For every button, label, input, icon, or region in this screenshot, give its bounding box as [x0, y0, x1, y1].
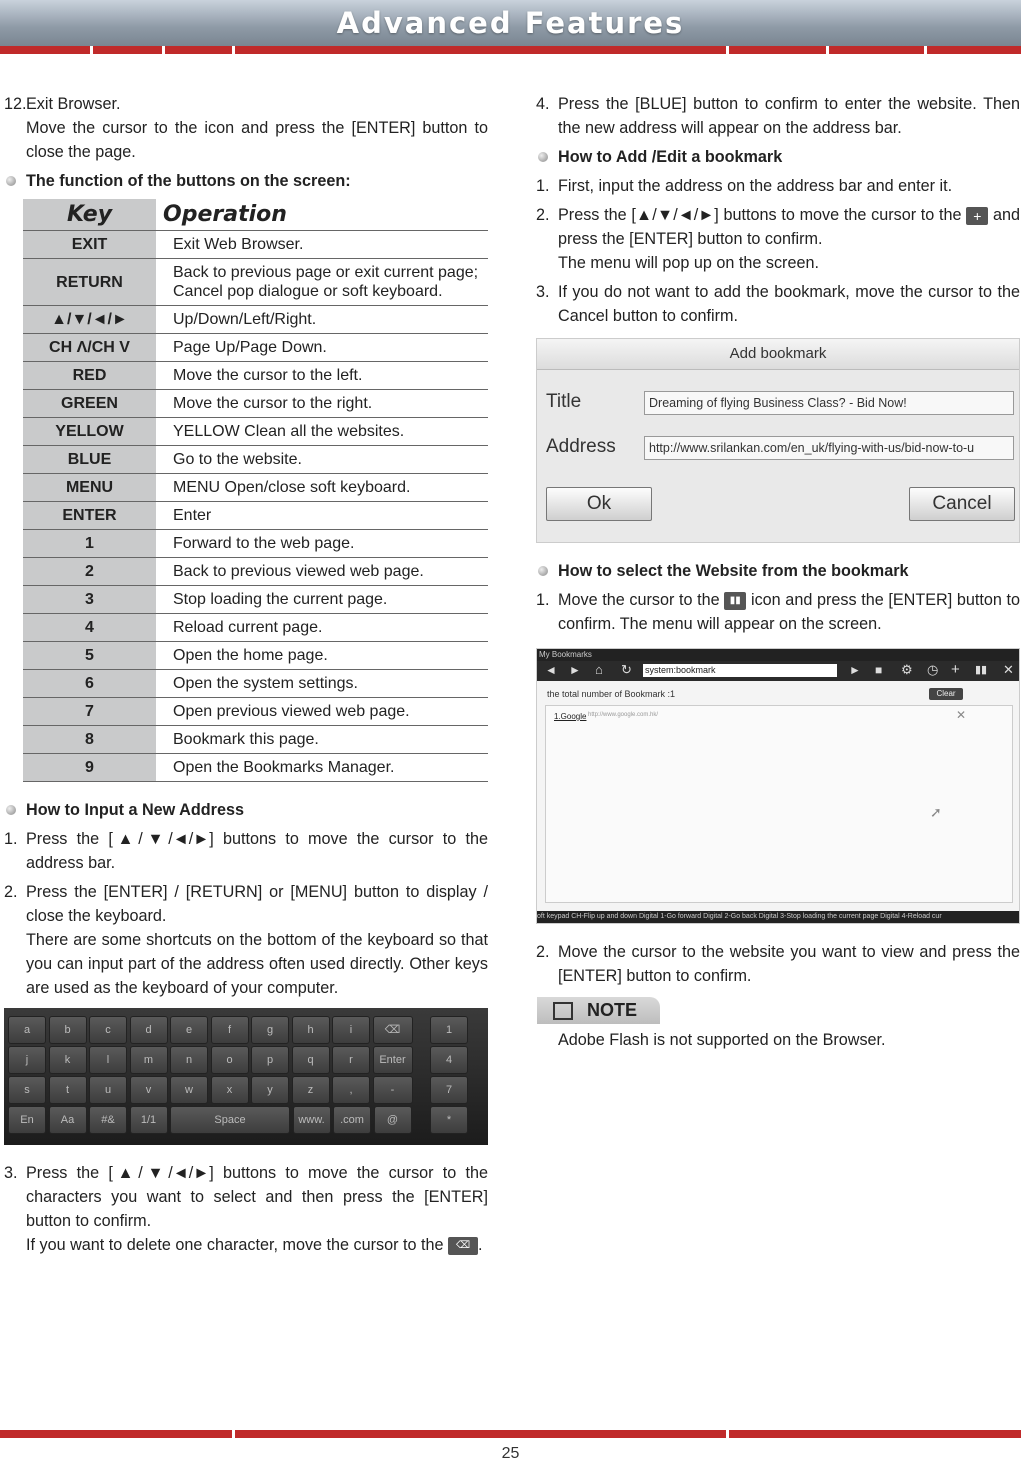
operation-cell: Exit Web Browser. [157, 231, 489, 259]
table-row [23, 670, 488, 698]
cancel-button[interactable]: Cancel [909, 487, 1015, 521]
section-heading-bookmark: How to Add /Edit a bookmark [536, 145, 1020, 169]
keyboard-key[interactable]: Space [170, 1106, 290, 1134]
operation-header: Operation [157, 199, 489, 231]
table-row [23, 502, 488, 530]
table-row [23, 306, 488, 334]
key-cell: 6 [23, 670, 157, 698]
keyboard-key[interactable]: , [332, 1076, 370, 1104]
keyboard-key[interactable]: o [211, 1046, 249, 1074]
operation-cell: Forward to the web page. [157, 530, 489, 558]
keyboard-key[interactable]: j [8, 1046, 46, 1074]
keyboard-key[interactable]: r [332, 1046, 370, 1074]
address-bar[interactable]: system:bookmark [643, 664, 837, 677]
bookmarks-icon: ▮▮ [724, 592, 746, 610]
checkbox-icon [553, 1002, 573, 1020]
keyboard-key[interactable]: En [8, 1106, 46, 1134]
step-text: Move the cursor to the website you want to view and press the [ENTER] button to confirm. [558, 943, 1020, 985]
keyboard-key[interactable]: f [211, 1016, 249, 1044]
table-row [23, 390, 488, 418]
select-step-2: 2. Move the cursor to the website you want to view and press the [ENTER] button to confirm. [536, 940, 1020, 988]
keyboard-key[interactable]: x [211, 1076, 249, 1104]
step-number: 12. [4, 95, 27, 113]
bookmarks-toolbar-icon[interactable]: ▮▮ [975, 664, 988, 676]
bookmark-entry-url: http://www.google.com.hk/ [588, 712, 659, 718]
close-icon[interactable]: ✕ [1003, 662, 1014, 677]
soft-keyboard-screenshot [4, 1008, 488, 1145]
bookmark-step-3: 3. If you do not want to add the bookmark, move the cursor to the Cancel button to confirm. [536, 280, 1020, 328]
back-icon[interactable]: ◄ [545, 663, 557, 677]
page-title: Advanced Features [336, 6, 685, 40]
keyboard-key[interactable]: Enter [373, 1046, 413, 1074]
keyboard-key[interactable]: w [170, 1076, 208, 1104]
key-cell: BLUE [23, 446, 157, 474]
bookmarks-window-title: My Bookmarks [537, 649, 1019, 661]
keyboard-key[interactable]: * [430, 1106, 468, 1134]
keyboard-key[interactable]: c [89, 1016, 127, 1044]
keyboard-key[interactable]: a [8, 1016, 46, 1044]
input-step-2: 2. Press the [ENTER] / [RETURN] or [MENU] button to display / close the keyboard. There are some shortcuts on the bottom of the keyboard so that you can input part of the address often used directly. Other keys are used as the keyboard of your computer. [4, 880, 488, 1000]
keyboard-key[interactable]: @ [374, 1106, 412, 1134]
address-field[interactable]: http://www.srilankan.com/en_uk/flying-with-us/bid-now-to-u [644, 436, 1014, 460]
select-step-1: 1. Move the cursor to the ▮▮ icon and press the [ENTER] button to confirm. The menu will appear on the screen. [536, 588, 1020, 636]
step-text-2: There are some shortcuts on the bottom of the keyboard so that you can input part of the address often used directly. Other keys are used as the keyboard of your computer. [26, 931, 488, 997]
operation-cell: Up/Down/Left/Right. [157, 306, 489, 334]
table-row [23, 726, 488, 754]
keyboard-key[interactable]: l [89, 1046, 127, 1074]
note-label: NOTE [587, 1000, 638, 1020]
table-row [23, 614, 488, 642]
keyboard-key[interactable]: 7 [430, 1076, 468, 1104]
step-text-a: Move the cursor to the [558, 591, 720, 609]
input-step-3: 3. Press the [▲/▼/◄/►] buttons to move the cursor to the characters you want to select and then press the [ENTER] button to confirm. If you want to delete one character, move the cursor to the ⌫ . [4, 1161, 488, 1257]
keyboard-key[interactable]: e [170, 1016, 208, 1044]
keyboard-key[interactable]: u [89, 1076, 127, 1104]
table-row [23, 558, 488, 586]
page-number: 25 [501, 1445, 520, 1462]
keyboard-key[interactable]: m [130, 1046, 168, 1074]
keyboard-key[interactable]: z [292, 1076, 330, 1104]
step-text-a: Press the [▲/▼/◄/►] buttons to move the cursor to the [558, 206, 962, 224]
step-text [558, 588, 1020, 636]
cursor-icon: ➚ [930, 804, 942, 820]
add-bookmark-dialog [536, 338, 1020, 543]
settings-icon[interactable]: ⚙ [901, 662, 913, 677]
bookmarks-footer: oft keypad CH-Flip up and down Digital 1-Go forward Digital 2-Go back Digital 3-Stop loading the current page Digital 4-Reload cur [537, 911, 1019, 923]
step-text: Press the [BLUE] button to confirm to enter the website. Then the new address will appear on the address bar. [558, 95, 1020, 137]
step-text: If you do not want to add the bookmark, move the cursor to the Cancel button to confirm. [558, 283, 1020, 325]
home-icon[interactable]: ⌂ [595, 662, 603, 677]
note-text: Adobe Flash is not supported on the Browser. [558, 1031, 886, 1049]
keyboard-key[interactable]: k [49, 1046, 87, 1074]
keyboard-key[interactable]: s [8, 1076, 46, 1104]
bookmark-list [545, 705, 1013, 903]
key-cell: 4 [23, 614, 157, 642]
step-title: Exit Browser. [26, 95, 121, 113]
table-row [23, 698, 488, 726]
keyboard-key[interactable]: 1/1 [130, 1106, 168, 1134]
operation-cell: Back to previous page or exit current page; Cancel pop dialogue or soft keyboard. [157, 259, 489, 306]
operation-cell: Enter [157, 502, 489, 530]
right-column [536, 92, 1020, 1052]
key-cell: YELLOW [23, 418, 157, 446]
table-row [23, 446, 488, 474]
step-text-b: icon and press the [ENTER] button to confirm. The menu will appear on the screen. [558, 591, 1021, 633]
step-text-2b: . [478, 1236, 483, 1254]
key-cell: 3 [23, 586, 157, 614]
key-cell: 2 [23, 558, 157, 586]
step-text-2 [26, 1233, 488, 1257]
keyboard-key[interactable]: ⌫ [373, 1016, 413, 1044]
backspace-icon: ⌫ [448, 1237, 478, 1255]
keyboard-key[interactable]: #& [89, 1106, 127, 1134]
section-heading-buttons: The function of the buttons on the screen: [4, 169, 488, 193]
go-icon[interactable]: ► [849, 663, 861, 677]
operation-cell: Bookmark this page. [157, 726, 489, 754]
button-function-table [23, 199, 488, 782]
operation-cell: Open the Bookmarks Manager. [157, 754, 489, 782]
key-cell: 1 [23, 530, 157, 558]
step-text: First, input the address on the address bar and enter it. [558, 177, 953, 195]
bookmark-step-2: 2. Press the [▲/▼/◄/►] buttons to move the cursor to the + and press the [ENTER] button to confirm. The menu will pop up on the screen. [536, 203, 1020, 275]
key-cell: RETURN [23, 259, 157, 306]
key-header: Key [23, 199, 157, 231]
operation-cell: Page Up/Page Down. [157, 334, 489, 362]
keyboard-key[interactable]: g [251, 1016, 289, 1044]
table-row [23, 334, 488, 362]
step-text: Move the cursor to the icon and press the [ENTER] button to close the page. [26, 119, 488, 161]
browser-toolbar [537, 661, 1019, 681]
clear-button[interactable]: Clear [929, 688, 963, 700]
operation-cell: MENU Open/close soft keyboard. [157, 474, 489, 502]
keyboard-key[interactable]: www. [293, 1106, 331, 1134]
header-stripe [0, 46, 1021, 54]
step-text: Press the [▲/▼/◄/►] buttons to move the cursor to the characters you want to select and then press the [ENTER] button to confirm. [26, 1164, 488, 1230]
bookmark-count: the total number of Bookmark :1 [547, 689, 676, 699]
dialog-title: Add bookmark [537, 339, 1019, 370]
operation-cell: Move the cursor to the left. [157, 362, 489, 390]
address-label: Address [546, 436, 616, 457]
step-text: Press the [▲/▼/◄/►] buttons to move the cursor to the address bar. [26, 830, 488, 872]
step-text-b: and press the [ENTER] button to confirm. [558, 206, 1021, 248]
key-cell: 7 [23, 698, 157, 726]
keyboard-key[interactable]: .com [333, 1106, 371, 1134]
left-column [4, 92, 488, 1262]
operation-cell: Open the system settings. [157, 670, 489, 698]
keyboard-key[interactable]: p [251, 1046, 289, 1074]
keyboard-key[interactable]: n [170, 1046, 208, 1074]
section-heading-input: How to Input a New Address [4, 798, 488, 822]
page-header [0, 0, 1021, 46]
title-field[interactable]: Dreaming of flying Business Class? - Bid Now! [644, 391, 1014, 415]
operation-cell: Reload current page. [157, 614, 489, 642]
keyboard-key[interactable]: 4 [430, 1046, 468, 1074]
key-cell: CH Λ/CH V [23, 334, 157, 362]
step-text-2: The menu will pop up on the screen. [558, 254, 819, 272]
table-row [23, 586, 488, 614]
stop-icon[interactable]: ■ [875, 663, 883, 677]
table-row [23, 474, 488, 502]
bookmark-step-1: 1. First, input the address on the address bar and enter it. [536, 174, 1020, 198]
step-text [558, 203, 1020, 251]
table-header [23, 199, 488, 231]
input-step-4: 4. Press the [BLUE] button to confirm to enter the website. Then the new address will appear on the address bar. [536, 92, 1020, 140]
bookmark-entry-title[interactable]: 1.Google [554, 712, 587, 721]
forward-icon[interactable]: ► [569, 663, 581, 677]
footer-stripe [0, 1430, 1021, 1438]
history-icon[interactable]: ◷ [927, 662, 939, 677]
operation-cell: Back to previous viewed web page. [157, 558, 489, 586]
keyboard-key[interactable]: b [49, 1016, 87, 1044]
note-badge [537, 997, 660, 1024]
key-cell: ENTER [23, 502, 157, 530]
keyboard-key[interactable]: - [373, 1076, 413, 1104]
keyboard-key[interactable]: h [292, 1016, 330, 1044]
table-row [23, 231, 488, 259]
key-cell: GREEN [23, 390, 157, 418]
input-step-1: 1. Press the [▲/▼/◄/►] buttons to move the cursor to the address bar. [4, 827, 488, 875]
key-cell: 8 [23, 726, 157, 754]
section-heading-select: How to select the Website from the bookmark [536, 559, 1020, 583]
keyboard-key[interactable]: Aa [49, 1106, 87, 1134]
key-cell: ▲/▼/◄/► [23, 306, 157, 334]
keyboard-key[interactable]: q [292, 1046, 330, 1074]
step-text-2a: If you want to delete one character, move the cursor to the [26, 1236, 444, 1254]
reload-icon[interactable]: ↻ [621, 662, 632, 677]
operation-cell: Stop loading the current page. [157, 586, 489, 614]
keyboard-key[interactable]: i [332, 1016, 370, 1044]
keyboard-key[interactable]: d [130, 1016, 168, 1044]
operation-cell: YELLOW Clean all the websites. [157, 418, 489, 446]
bookmarks-manager-screenshot [536, 648, 1020, 924]
table-row [23, 642, 488, 670]
table-row [23, 754, 488, 782]
table-row [23, 362, 488, 390]
step-exit-browser [4, 92, 488, 164]
keyboard-key[interactable]: 1 [430, 1016, 468, 1044]
table-row [23, 530, 488, 558]
keyboard-key[interactable]: v [130, 1076, 168, 1104]
operation-cell: Move the cursor to the right. [157, 390, 489, 418]
operation-cell: Open the home page. [157, 642, 489, 670]
add-bookmark-icon: + [966, 207, 988, 225]
keyboard-key[interactable]: t [49, 1076, 87, 1104]
operation-cell: Go to the website. [157, 446, 489, 474]
table-row [23, 259, 488, 306]
add-bookmark-toolbar-icon[interactable]: + [951, 661, 960, 678]
key-cell: 9 [23, 754, 157, 782]
key-cell: RED [23, 362, 157, 390]
delete-bookmark-icon[interactable]: ✕ [956, 708, 967, 722]
key-cell: MENU [23, 474, 157, 502]
ok-button[interactable]: Ok [546, 487, 652, 521]
key-cell: EXIT [23, 231, 157, 259]
operation-cell: Open previous viewed web page. [157, 698, 489, 726]
key-cell: 5 [23, 642, 157, 670]
table-row [23, 418, 488, 446]
keyboard-key[interactable]: y [251, 1076, 289, 1104]
step-text: Press the [ENTER] / [RETURN] or [MENU] button to display / close the keyboard. [26, 883, 488, 925]
title-label: Title [546, 391, 582, 412]
